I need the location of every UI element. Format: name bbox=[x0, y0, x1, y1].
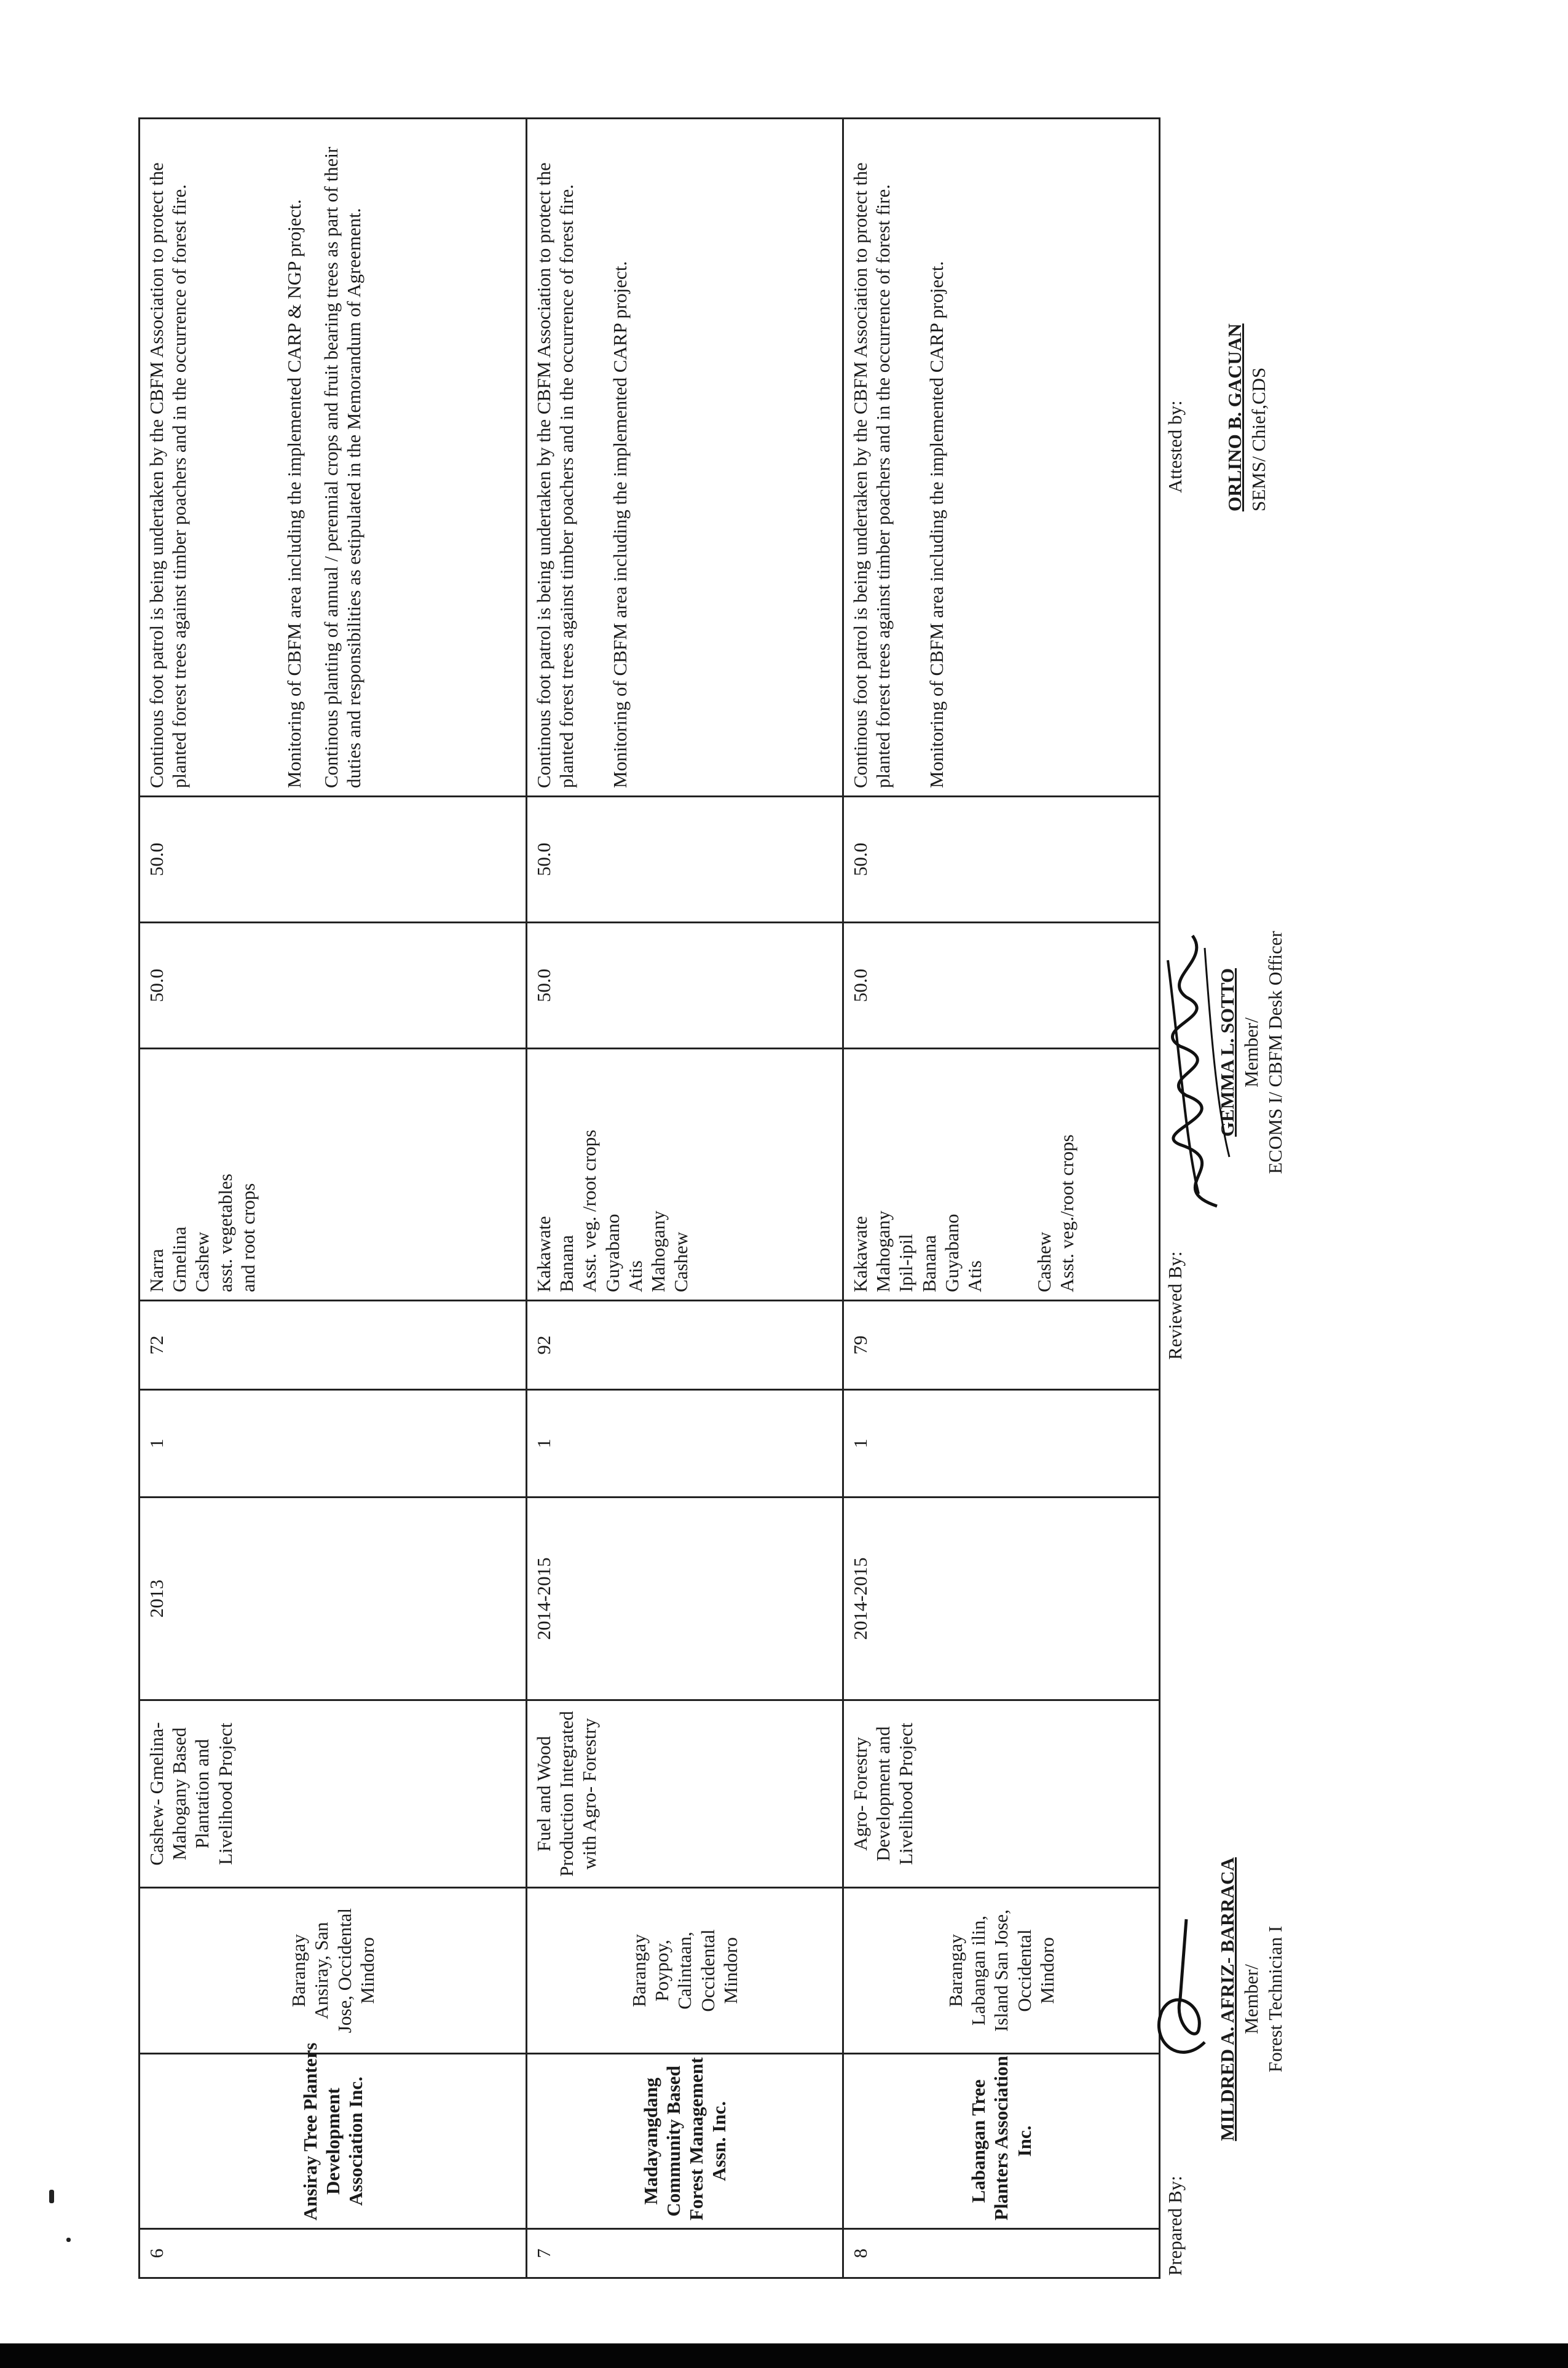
reviewed-role: Member/ bbox=[1240, 1017, 1262, 1087]
year: 2014-2015 bbox=[527, 1498, 843, 1700]
org-name: Madayangdang Community Based Forest Management Assn. Inc. bbox=[527, 2054, 843, 2229]
attested-role: SEMS/ Chief,CDS bbox=[1247, 367, 1269, 511]
area-2: 50.0 bbox=[140, 797, 527, 923]
cbfm-table bbox=[138, 117, 1160, 2279]
reviewed-role: ECOMS I/ CBFM Desk Officer bbox=[1264, 931, 1286, 1174]
species-list: Kakawate Banana Asst. veg. /root crops Guyabano Atis Mahogany Cashew bbox=[527, 1049, 843, 1301]
area-2: 50.0 bbox=[527, 797, 843, 923]
col-b: 79 bbox=[843, 1301, 1160, 1390]
row-number: 8 bbox=[843, 2229, 1160, 2278]
prepared-role: Forest Technician I bbox=[1264, 1925, 1286, 2073]
row-number: 7 bbox=[527, 2229, 843, 2278]
area-1: 50.0 bbox=[527, 923, 843, 1049]
reviewed-by-label: Reviewed By: bbox=[1164, 1251, 1186, 1360]
attested-by-label: Attested by: bbox=[1164, 400, 1186, 493]
location: Barangay Ansiray, San Jose, Occidental Mindoro bbox=[140, 1888, 527, 2054]
org-name: Ansiray Tree Planters Development Association Inc. bbox=[140, 2054, 527, 2229]
location: Barangay Labangan ilin, Island San Jose, Occidental Mindoro bbox=[843, 1888, 1160, 2054]
col-a: 1 bbox=[843, 1390, 1160, 1498]
row-number: 6 bbox=[140, 2229, 527, 2278]
table-row bbox=[140, 119, 527, 2278]
reviewed-signature bbox=[1143, 923, 1248, 1218]
reviewed-name: GEMMA L. SOTTO bbox=[1216, 968, 1238, 1137]
area-2: 50.0 bbox=[843, 797, 1160, 923]
col-a: 1 bbox=[140, 1390, 527, 1498]
table-row bbox=[843, 119, 1160, 2278]
attested-signatory bbox=[1223, 192, 1271, 511]
activities: Continous foot patrol is being undertaken by the CBFM Association to protect the planted forest trees against timber poachers and in the occurrence of forest fire. Monitoring of CBFM area including the implemented CARP & NGP project. Continous planting of annual / perennial crops and fruit bearing trees as part of their duties and responsibilities as estipulated in the Memorandum of Agreement. bbox=[140, 119, 527, 797]
project-name: Cashew- Gmelina- Mahogany Based Plantation and Livelihood Project bbox=[140, 1700, 527, 1888]
prepared-by-label: Prepared By: bbox=[1164, 2176, 1186, 2276]
col-b: 92 bbox=[527, 1301, 843, 1390]
attested-name: ORLINO B. GACUAN bbox=[1224, 323, 1245, 511]
activities: Continous foot patrol is being undertaken by the CBFM Association to protect the planted forest trees against timber poachers and in the occurrence of forest fire. Monitoring of CBFM area including the implemented CARP project. bbox=[843, 119, 1160, 797]
species-list: Narra Gmelina Cashew asst. vegetables and root crops bbox=[140, 1049, 527, 1301]
year: 2013 bbox=[140, 1498, 527, 1700]
activities: Continous foot patrol is being undertaken by the CBFM Association to protect the planted forest trees against timber poachers and in the occurrence of forest fire. Monitoring of CBFM area including the implemented CARP project. bbox=[527, 119, 843, 797]
prepared-signature bbox=[1137, 1895, 1229, 2079]
area-1: 50.0 bbox=[843, 923, 1160, 1049]
prepared-name: MILDRED A. AFRIZ- BARRACA bbox=[1216, 1857, 1238, 2141]
table-row bbox=[527, 119, 843, 2278]
col-b: 72 bbox=[140, 1301, 527, 1390]
species-list: Kakawate Mahogany Ipil-ipil Banana Guyabano Atis Cashew Asst. veg./root crops bbox=[843, 1049, 1160, 1301]
area-1: 50.0 bbox=[140, 923, 527, 1049]
org-name: Labangan Tree Planters Association Inc. bbox=[843, 2054, 1160, 2229]
project-name: Agro- Forestry Development and Livelihood Project bbox=[843, 1700, 1160, 1888]
prepared-role: Member/ bbox=[1240, 1964, 1262, 2034]
project-name: Fuel and Wood Production Integrated with Agro- Forestry bbox=[527, 1700, 843, 1888]
col-a: 1 bbox=[527, 1390, 843, 1498]
location: Barangay Poypoy, Calintaan, Occidental Mindoro bbox=[527, 1888, 843, 2054]
year: 2014-2015 bbox=[843, 1498, 1160, 1700]
